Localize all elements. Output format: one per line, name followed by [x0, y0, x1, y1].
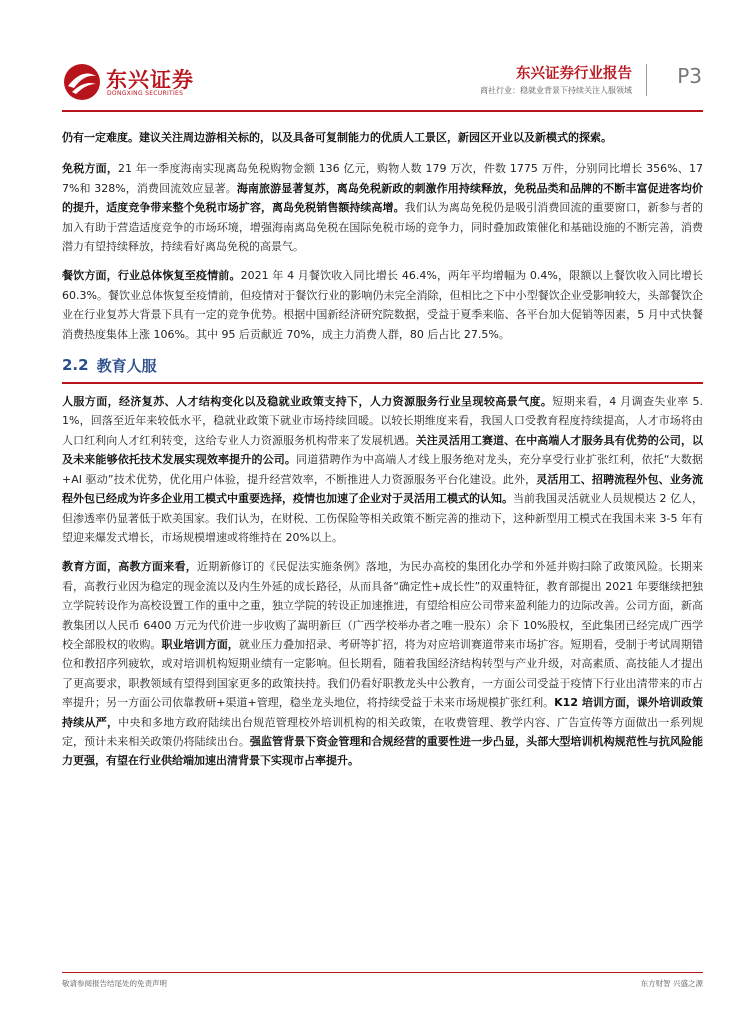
header-divider	[646, 64, 647, 96]
catering-lead: 餐饮方面，行业总体恢复至疫情前。	[62, 269, 241, 283]
duty-free-lead: 免税方面，	[62, 162, 119, 176]
page-number: P3	[677, 64, 702, 88]
education-highlight-3: 强监管背景下资金管理和合规经营的重要性进一步凸显，头部大型培训机构规范性与抗风险能力更强，有望在行业供给端加速出清背景下实现市占率提升。	[62, 734, 704, 768]
dongxing-logo-icon	[62, 62, 102, 102]
hr-text-3: 当前我国灵活就业人员规模达 2 亿人，但渗透率仍显著低于欧美国家。我们认为，在财税、工伤保险等相关政策不断完善的推动下，这种新型用工模式在我国未来 3-5 年有望迎来爆发式增长，市场规模增速或将维持在 20%以上。	[62, 492, 703, 544]
education-lead: 教育方面，高教方面来看，	[62, 560, 197, 574]
hr-highlight-1: 关注灵活用工赛道、在中高端人才服务具有优势的公司，以及未来能够依托技术发展实现效率提升的公司。	[62, 433, 704, 467]
duty-free-highlight: 海南旅游显著复苏，离岛免税新政的刺激作用持续释放，免税品类和品牌的不断丰富促进客均价的提升，适度竞争带来整个免税市场扩容，离岛免税销售额持续高增。	[62, 181, 703, 215]
footer-rule	[62, 972, 703, 973]
report-body	[62, 128, 703, 781]
company-logo	[62, 62, 242, 104]
section-title: 教育人服	[96, 356, 157, 375]
education-highlight-1: 职业培训方面，	[161, 637, 239, 651]
education-text-1: 近期新修订的《民促法实施条例》落地，为民办高校的集团化办学和外延并购扫除了政策风险。长期来看，高教行业因为稳定的现金流以及内生外延的成长路径，从而具备“确定性+成长性”的双重特征，教育部提出 2021 年要继续把独立学院转设作为高校设置工作的重中之重，独立学院的转设正加速推进，有望给相应公司带来盈利能力的边际改善。公司方面，新高教集团以人民币 6400 万元为代价进一步收购了嵩明新巨（广西学校举办者之唯一股东）余下 10%股权，至此集团已经完成广西学校全部股权的收购。	[62, 560, 703, 651]
hr-text-2: 同道猎聘作为中高端人才线上服务绝对龙头，充分享受行业扩张红利，依托“大数据+AI 驱动”技术优势，优化用户体验，提升经营效率，不断推进人力资源服务平台化建设。此外，	[62, 453, 703, 486]
report-header	[62, 58, 702, 108]
duty-free-text-2: 我们认为离岛免税仍是吸引消费回流的重要窗口，新参与者的加入有助于营造适度竞争的市场环境，增强海南离岛免税在国际免税市场的竞争力，同时叠加政策催化和基础设施的不断完善，消费潜力有望持续释放，持续看好离岛免税的高景气。	[62, 201, 704, 254]
paragraph-duty-free	[62, 159, 703, 256]
paragraph-tourism-conclusion	[62, 128, 703, 147]
education-highlight-2: K12 培训方面，课外培训政策持续从严，	[62, 696, 703, 729]
section-heading	[62, 354, 703, 376]
paragraph-catering	[62, 266, 703, 344]
paragraph-hr-services	[62, 392, 703, 547]
duty-free-text-1: 21 年一季度海南实现离岛免税购物金额 136 亿元，购物人数 179 万次，件数 1775 万件，分别同比增长 356%、177%和 328%，消费回流效应显著。	[62, 162, 704, 195]
hr-text-1: 短期来看，4 月调查失业率 5.1%，回落至近年来较低水平，稳就业政策下就业市场持续回暖。以较长期维度来看，我国人口受教育程度持续提高，人才市场将由人口红利向人才红利转变，这给专业人力资源服务机构带来了发展机遇。	[62, 395, 703, 447]
hr-highlight-2: 灵活用工、招聘流程外包、业务流程外包已经成为许多企业用工模式中重要选择，疫情也加速了企业对于灵活用工模式的认知。	[62, 472, 703, 506]
header-rule	[62, 110, 703, 112]
logo-chinese-name: 东兴证券	[106, 68, 194, 92]
report-subtitle: 商社行业：稳就业背景下持续关注人服领域	[480, 86, 632, 95]
footer-slogan: 东方财智 兴盛之源	[640, 979, 703, 988]
section-rule	[62, 382, 703, 384]
tourism-conclusion-text: 仍有一定难度。建议关注周边游相关标的，以及具备可复制能力的优质人工景区，新园区开业以及新模式的探索。	[62, 131, 612, 144]
education-text-3: 中央和多地方政府陆续出台规范管理校外培训机构的相关政策，在收费管理、教学内容、广告宣传等方面做出一系列规定，预计未来相关政策仍将陆续出台。	[62, 715, 703, 748]
paragraph-education	[62, 557, 703, 770]
education-text-2: 就业压力叠加招录、考研等扩招，将为对应培训赛道带来市场扩容。短期看，受制于考试周期错位和教招序列疲软，或对培训机构短期业绩有一定影响。但长期看，随着我国经济结构转型与产业升级，对高素质、高技能人才提出了更高要求，职教领域有望得到国家更多的政策扶持。我们仍看好职教龙头中公教育，一方面公司受益于疫情下行业出清带来的市占率提升；另一方面公司依靠教研+渠道+管理，稳坐龙头地位，将持续受益于未来市场规模扩张红利。	[62, 637, 704, 710]
report-title: 东兴证券行业报告	[516, 66, 632, 82]
footer-disclaimer: 敬请参阅报告结尾处的免责声明	[62, 979, 167, 988]
hr-lead: 人服方面，经济复苏、人才结构变化以及稳就业政策支持下，人力资源服务行业呈现较高景气度。	[62, 395, 553, 409]
section-number: 2.2	[62, 356, 89, 375]
logo-english-name: DONGXING SECURITIES	[107, 90, 184, 97]
catering-text-1: 2021 年 4 月餐饮收入同比增长 46.4%，两年平均增幅为 0.4%，限额以上餐饮收入同比增长 60.3%。餐饮业总体恢复至疫情前，但疫情对于餐饮行业的影响仍未完全消除，但相比之下中小型餐饮企业受影响较大，头部餐饮企业在行业复苏大背景下具有一定的竞争优势。根据中国新经济研究院数据，受益于夏季来临、各平台加大促销等因素，5 月中式快餐消费热度集体上涨 106%。其中 95 后贡献近 70%，成主力消费人群，80 后占比 27.5%。	[62, 269, 703, 341]
